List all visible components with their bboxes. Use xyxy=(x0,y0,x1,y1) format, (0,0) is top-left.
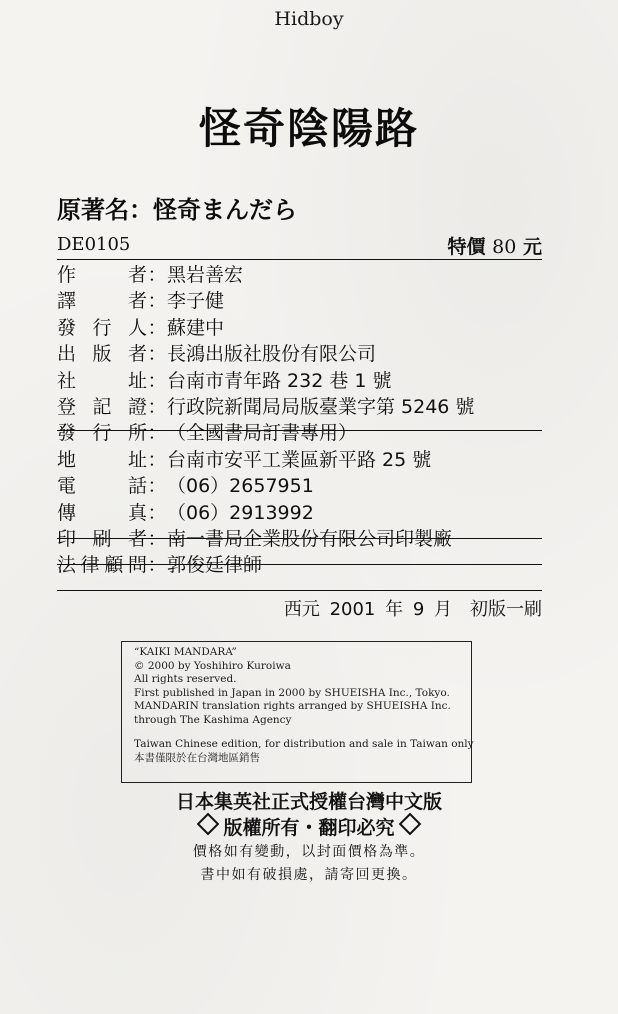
row-value: 行政院新聞局局版臺業字第 5246 號 xyxy=(167,395,475,418)
book-title: 怪奇陰陽路 xyxy=(198,104,419,153)
divider xyxy=(57,259,542,260)
imprint-row: 社 址 ：台南市青年路 232 巷 1 號 xyxy=(57,369,392,392)
row-value: 南一書局企業股份有限公司印製廠 xyxy=(167,527,453,550)
price-label: 特價 xyxy=(447,236,486,258)
imprint-row: 法 律 顧 問 ：郭俊廷律師 xyxy=(57,554,263,577)
price-unit: 元 xyxy=(522,236,542,258)
authorization-statement: 日本集英社正式授權台灣中文版 xyxy=(175,791,442,813)
row-label: 發 行 所 xyxy=(57,422,147,445)
row-value: 郭俊廷律師 xyxy=(167,554,263,577)
imprint-row: 譯 者 ：李子健 xyxy=(57,290,225,313)
price-change-note: 價格如有變動，以封面價格為準。 xyxy=(192,844,426,860)
row-label: 地 址 xyxy=(57,448,147,471)
copyright-notice-box xyxy=(121,641,472,783)
imprint-row: 傳 真 ：（06）2913992 xyxy=(57,501,314,524)
imprint-details xyxy=(57,262,542,579)
imprint-row: 出 版 者 ：長鴻出版社股份有限公司 xyxy=(57,343,377,366)
imprint-row: 印 刷 者 ：南一書局企業股份有限公司印製廠 xyxy=(57,527,453,550)
imprint-row: 發 行 所 ：（全國書局訂書專用） xyxy=(57,422,358,445)
row-label: 電 話 xyxy=(57,475,147,498)
copyright-line: Taiwan Chinese edition, for distribution and sale in Taiwan only xyxy=(134,738,474,750)
row-label: 譯 者 xyxy=(57,290,147,313)
copyright-line: 本書僅限於在台灣地區銷售 xyxy=(134,751,260,764)
imprint-row: 地 址 ：台南市安平工業區新平路 25 號 xyxy=(57,448,432,471)
rights-text: 版權所有・翻印必究 xyxy=(223,817,395,839)
row-label: 法 律 顧 問 xyxy=(57,554,147,577)
publication-date: 西元 2001 年 9 月 初版一刷 xyxy=(283,599,542,620)
book-code: DE0105 xyxy=(57,234,131,255)
copyright-line: © 2000 by Yoshihiro Kuroiwa xyxy=(134,659,291,672)
copyright-line: through The Kashima Agency xyxy=(134,713,292,726)
row-value: 長鴻出版社股份有限公司 xyxy=(167,343,377,366)
row-label: 社 址 xyxy=(57,369,147,392)
row-value: 李子健 xyxy=(167,290,225,313)
price xyxy=(448,232,542,259)
row-value: （全國書局訂書專用） xyxy=(167,422,358,445)
diamond-icon xyxy=(398,813,421,836)
imprint-row: 登 記 證 ：行政院新聞局局版臺業字第 5246 號 xyxy=(57,395,475,418)
copyright-line: All rights reserved. xyxy=(134,673,237,685)
original-title: 原著名：怪奇まんだら xyxy=(57,196,297,224)
row-value: （06）2913992 xyxy=(167,501,314,524)
rights-statement xyxy=(0,813,618,840)
row-value: 台南市安平工業區新平路 25 號 xyxy=(167,448,432,471)
row-label: 印 刷 者 xyxy=(57,527,147,550)
copyright-line: “KAIKI MANDARA” xyxy=(134,646,237,658)
imprint-row: 電 話 ：（06）2657951 xyxy=(57,475,314,498)
copyright-line: MANDARIN translation rights arranged by SHUEISHA Inc. xyxy=(134,700,451,712)
imprint-row: 作 者 ：黑岩善宏 xyxy=(57,264,244,286)
row-label: 發 行 人 xyxy=(57,316,147,339)
diamond-icon xyxy=(197,813,220,836)
damage-return-note: 書中如有破損處，請寄回更換。 xyxy=(200,867,418,883)
row-value: 台南市青年路 232 巷 1 號 xyxy=(167,369,392,392)
row-value: （06）2657951 xyxy=(167,475,314,498)
row-label: 傳 真 xyxy=(57,501,147,524)
row-value: 黑岩善宏 xyxy=(167,264,244,286)
row-label: 作 者 xyxy=(57,264,147,286)
row-value: 蘇建中 xyxy=(167,316,225,339)
row-label: 出 版 者 xyxy=(57,343,147,366)
divider xyxy=(57,590,542,591)
imprint-row: 發 行 人 ：蘇建中 xyxy=(57,316,225,339)
copyright-line: First published in Japan in 2000 by SHUEISHA Inc., Tokyo. xyxy=(134,686,450,699)
row-label: 登 記 證 xyxy=(57,395,147,418)
price-amount: 80 xyxy=(492,236,517,258)
watermark-text: Hidboy xyxy=(274,8,344,30)
